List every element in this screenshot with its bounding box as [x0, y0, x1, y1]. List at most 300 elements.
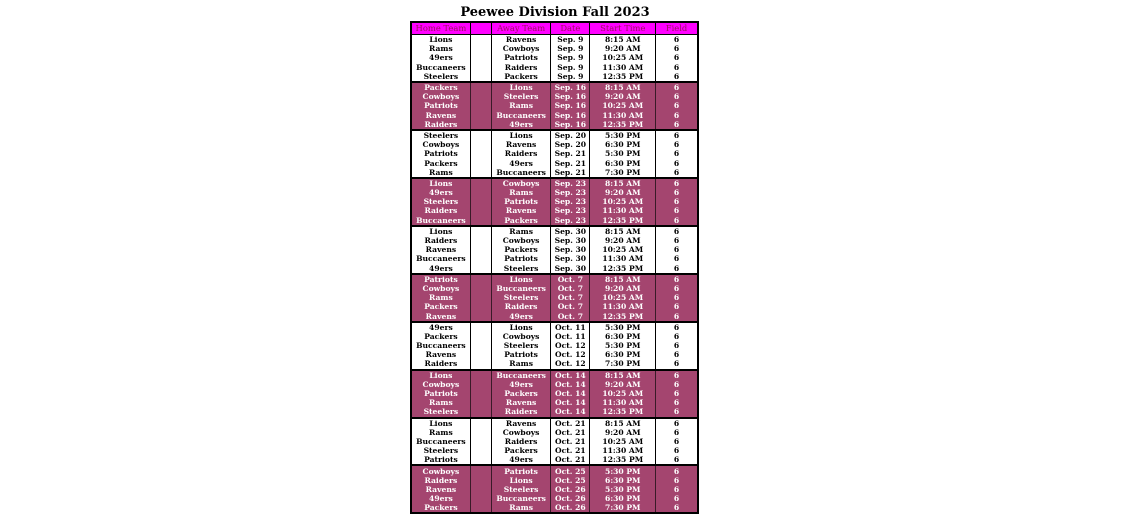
table-row — [411, 178, 698, 188]
home-team-cell: Steelers — [411, 130, 470, 140]
field-cell: 6 — [656, 398, 698, 407]
start-time-cell: 7:30 PM — [590, 359, 656, 369]
table-row — [411, 389, 698, 398]
table-row — [411, 197, 698, 206]
spacer-cell — [470, 254, 491, 263]
start-time-cell: 5:30 PM — [590, 465, 656, 475]
home-team-cell: Cowboys — [411, 284, 470, 293]
away-team-cell: Patriots — [491, 254, 550, 263]
table-row — [411, 254, 698, 263]
header-away-team: Away Team — [491, 22, 550, 35]
away-team-cell: Cowboys — [491, 236, 550, 245]
start-time-cell: 10:25 AM — [590, 53, 656, 62]
home-team-cell: Patriots — [411, 455, 470, 465]
spacer-cell — [470, 245, 491, 254]
table-row — [411, 44, 698, 53]
away-team-cell: Ravens — [491, 206, 550, 215]
start-time-cell: 10:25 AM — [590, 293, 656, 302]
header-field: Field — [656, 22, 698, 35]
spacer-cell — [470, 418, 491, 428]
field-cell: 6 — [656, 197, 698, 206]
table-row — [411, 485, 698, 494]
spacer-cell — [470, 359, 491, 369]
table-row — [411, 503, 698, 513]
field-cell: 6 — [656, 72, 698, 82]
date-cell: Sep. 9 — [551, 53, 590, 62]
start-time-cell: 12:35 PM — [590, 455, 656, 465]
field-cell: 6 — [656, 437, 698, 446]
start-time-cell: 12:35 PM — [590, 120, 656, 130]
away-team-cell: Patriots — [491, 350, 550, 359]
table-row — [411, 274, 698, 284]
spacer-cell — [470, 322, 491, 332]
spacer-cell — [470, 293, 491, 302]
away-team-cell: Cowboys — [491, 44, 550, 53]
away-team-cell: Rams — [491, 359, 550, 369]
spacer-cell — [470, 485, 491, 494]
spacer-cell — [470, 130, 491, 140]
date-cell: Sep. 21 — [551, 168, 590, 178]
spacer-cell — [470, 72, 491, 82]
date-cell: Sep. 30 — [551, 245, 590, 254]
date-cell: Sep. 30 — [551, 236, 590, 245]
date-cell: Oct. 14 — [551, 370, 590, 380]
date-cell: Sep. 9 — [551, 63, 590, 72]
home-team-cell: Packers — [411, 503, 470, 513]
home-team-cell: 49ers — [411, 264, 470, 274]
away-team-cell: Raiders — [491, 407, 550, 417]
away-team-cell: Lions — [491, 274, 550, 284]
date-cell: Oct. 12 — [551, 359, 590, 369]
date-cell: Sep. 30 — [551, 254, 590, 263]
date-cell: Sep. 21 — [551, 158, 590, 167]
start-time-cell: 11:30 AM — [590, 398, 656, 407]
table-row — [411, 72, 698, 82]
home-team-cell: Rams — [411, 428, 470, 437]
spacer-cell — [470, 206, 491, 215]
start-time-cell: 8:15 AM — [590, 370, 656, 380]
spacer-cell — [470, 476, 491, 485]
away-team-cell: 49ers — [491, 120, 550, 130]
start-time-cell: 8:15 AM — [590, 418, 656, 428]
table-row — [411, 158, 698, 167]
away-team-cell: Raiders — [491, 149, 550, 158]
home-team-cell: Patriots — [411, 101, 470, 110]
away-team-cell: Buccaneers — [491, 168, 550, 178]
field-cell: 6 — [656, 264, 698, 274]
field-cell: 6 — [656, 311, 698, 321]
start-time-cell: 12:35 PM — [590, 264, 656, 274]
date-cell: Sep. 20 — [551, 130, 590, 140]
away-team-cell: Lions — [491, 130, 550, 140]
spacer-cell — [470, 380, 491, 389]
spacer-cell — [470, 446, 491, 455]
schedule-table — [410, 21, 699, 514]
table-row — [411, 418, 698, 428]
spacer-cell — [470, 53, 491, 62]
spacer-cell — [470, 341, 491, 350]
start-time-cell: 11:30 AM — [590, 302, 656, 311]
home-team-cell: Ravens — [411, 350, 470, 359]
away-team-cell: Lions — [491, 322, 550, 332]
table-row — [411, 465, 698, 475]
field-cell: 6 — [656, 216, 698, 226]
spacer-cell — [470, 101, 491, 110]
table-row — [411, 455, 698, 465]
spacer-cell — [470, 92, 491, 101]
table-row — [411, 293, 698, 302]
home-team-cell: Patriots — [411, 274, 470, 284]
home-team-cell: Rams — [411, 398, 470, 407]
spacer-cell — [470, 311, 491, 321]
field-cell: 6 — [656, 332, 698, 341]
spacer-cell — [470, 226, 491, 236]
away-team-cell: Packers — [491, 216, 550, 226]
date-cell: Sep. 16 — [551, 82, 590, 92]
field-cell: 6 — [656, 149, 698, 158]
spacer-cell — [470, 63, 491, 72]
field-cell: 6 — [656, 82, 698, 92]
date-cell: Oct. 7 — [551, 302, 590, 311]
field-cell: 6 — [656, 254, 698, 263]
spacer-cell — [470, 503, 491, 513]
date-cell: Oct. 21 — [551, 437, 590, 446]
date-cell: Sep. 9 — [551, 35, 590, 45]
table-row — [411, 53, 698, 62]
start-time-cell: 11:30 AM — [590, 206, 656, 215]
table-row — [411, 130, 698, 140]
away-team-cell: 49ers — [491, 455, 550, 465]
table-row — [411, 359, 698, 369]
away-team-cell: Lions — [491, 476, 550, 485]
table-row — [411, 216, 698, 226]
date-cell: Sep. 16 — [551, 101, 590, 110]
spacer-cell — [470, 178, 491, 188]
away-team-cell: Raiders — [491, 302, 550, 311]
field-cell: 6 — [656, 130, 698, 140]
away-team-cell: Steelers — [491, 264, 550, 274]
field-cell: 6 — [656, 407, 698, 417]
date-cell: Oct. 21 — [551, 428, 590, 437]
field-cell: 6 — [656, 446, 698, 455]
away-team-cell: Cowboys — [491, 332, 550, 341]
start-time-cell: 6:30 PM — [590, 332, 656, 341]
field-cell: 6 — [656, 322, 698, 332]
field-cell: 6 — [656, 206, 698, 215]
away-team-cell: Buccaneers — [491, 370, 550, 380]
away-team-cell: Ravens — [491, 35, 550, 45]
home-team-cell: 49ers — [411, 188, 470, 197]
table-row — [411, 380, 698, 389]
home-team-cell: 49ers — [411, 322, 470, 332]
spacer-cell — [470, 82, 491, 92]
start-time-cell: 6:30 PM — [590, 158, 656, 167]
home-team-cell: 49ers — [411, 53, 470, 62]
home-team-cell: Ravens — [411, 311, 470, 321]
away-team-cell: Packers — [491, 446, 550, 455]
home-team-cell: Raiders — [411, 476, 470, 485]
home-team-cell: Buccaneers — [411, 254, 470, 263]
date-cell: Sep. 9 — [551, 72, 590, 82]
date-cell: Oct. 14 — [551, 407, 590, 417]
away-team-cell: Lions — [491, 82, 550, 92]
date-cell: Sep. 9 — [551, 44, 590, 53]
home-team-cell: Buccaneers — [411, 437, 470, 446]
away-team-cell: 49ers — [491, 158, 550, 167]
home-team-cell: Raiders — [411, 359, 470, 369]
spacer-cell — [470, 120, 491, 130]
spacer-cell — [470, 149, 491, 158]
spacer-cell — [470, 407, 491, 417]
start-time-cell: 11:30 AM — [590, 254, 656, 263]
date-cell: Oct. 7 — [551, 293, 590, 302]
date-cell: Oct. 14 — [551, 380, 590, 389]
away-team-cell: Patriots — [491, 53, 550, 62]
home-team-cell: Ravens — [411, 485, 470, 494]
table-row — [411, 350, 698, 359]
start-time-cell: 11:30 AM — [590, 446, 656, 455]
field-cell: 6 — [656, 236, 698, 245]
start-time-cell: 10:25 AM — [590, 197, 656, 206]
home-team-cell: 49ers — [411, 494, 470, 503]
start-time-cell: 9:20 AM — [590, 380, 656, 389]
start-time-cell: 6:30 PM — [590, 140, 656, 149]
away-team-cell: 49ers — [491, 380, 550, 389]
field-cell: 6 — [656, 370, 698, 380]
table-row — [411, 120, 698, 130]
spacer-cell — [470, 216, 491, 226]
start-time-cell: 8:15 AM — [590, 178, 656, 188]
home-team-cell: Steelers — [411, 446, 470, 455]
field-cell: 6 — [656, 120, 698, 130]
start-time-cell: 11:30 AM — [590, 111, 656, 120]
date-cell: Sep. 23 — [551, 197, 590, 206]
start-time-cell: 12:35 PM — [590, 216, 656, 226]
table-row — [411, 92, 698, 101]
spacer-cell — [470, 437, 491, 446]
field-cell: 6 — [656, 226, 698, 236]
date-cell: Oct. 12 — [551, 341, 590, 350]
field-cell: 6 — [656, 245, 698, 254]
date-cell: Sep. 30 — [551, 264, 590, 274]
away-team-cell: Steelers — [491, 485, 550, 494]
table-row — [411, 236, 698, 245]
away-team-cell: Buccaneers — [491, 494, 550, 503]
home-team-cell: Lions — [411, 178, 470, 188]
start-time-cell: 9:20 AM — [590, 44, 656, 53]
home-team-cell: Lions — [411, 226, 470, 236]
spacer-cell — [470, 168, 491, 178]
away-team-cell: Raiders — [491, 437, 550, 446]
date-cell: Sep. 23 — [551, 216, 590, 226]
field-cell: 6 — [656, 188, 698, 197]
date-cell: Oct. 7 — [551, 274, 590, 284]
away-team-cell: Steelers — [491, 92, 550, 101]
away-team-cell: Ravens — [491, 398, 550, 407]
start-time-cell: 9:20 AM — [590, 92, 656, 101]
away-team-cell: Buccaneers — [491, 284, 550, 293]
table-row — [411, 82, 698, 92]
table-row — [411, 188, 698, 197]
table-row — [411, 264, 698, 274]
away-team-cell: 49ers — [491, 311, 550, 321]
start-time-cell: 6:30 PM — [590, 494, 656, 503]
spacer-cell — [470, 494, 491, 503]
start-time-cell: 5:30 PM — [590, 322, 656, 332]
start-time-cell: 12:35 PM — [590, 311, 656, 321]
spacer-cell — [470, 370, 491, 380]
start-time-cell: 6:30 PM — [590, 350, 656, 359]
date-cell: Oct. 26 — [551, 485, 590, 494]
header-spacer — [470, 22, 491, 35]
away-team-cell: Packers — [491, 245, 550, 254]
field-cell: 6 — [656, 111, 698, 120]
home-team-cell: Lions — [411, 35, 470, 45]
spacer-cell — [470, 428, 491, 437]
start-time-cell: 10:25 AM — [590, 389, 656, 398]
home-team-cell: Lions — [411, 418, 470, 428]
spacer-cell — [470, 389, 491, 398]
start-time-cell: 10:25 AM — [590, 245, 656, 254]
field-cell: 6 — [656, 455, 698, 465]
date-cell: Oct. 21 — [551, 455, 590, 465]
home-team-cell: Packers — [411, 82, 470, 92]
header-row — [411, 22, 698, 35]
home-team-cell: Patriots — [411, 149, 470, 158]
field-cell: 6 — [656, 380, 698, 389]
start-time-cell: 12:35 PM — [590, 407, 656, 417]
start-time-cell: 5:30 PM — [590, 149, 656, 158]
table-row — [411, 284, 698, 293]
date-cell: Oct. 12 — [551, 350, 590, 359]
table-row — [411, 437, 698, 446]
away-team-cell: Packers — [491, 389, 550, 398]
table-row — [411, 446, 698, 455]
date-cell: Sep. 23 — [551, 206, 590, 215]
away-team-cell: Patriots — [491, 197, 550, 206]
home-team-cell: Buccaneers — [411, 216, 470, 226]
field-cell: 6 — [656, 274, 698, 284]
home-team-cell: Buccaneers — [411, 341, 470, 350]
spacer-cell — [470, 398, 491, 407]
home-team-cell: Cowboys — [411, 92, 470, 101]
date-cell: Sep. 16 — [551, 92, 590, 101]
date-cell: Oct. 11 — [551, 322, 590, 332]
field-cell: 6 — [656, 178, 698, 188]
spacer-cell — [470, 264, 491, 274]
spacer-cell — [470, 350, 491, 359]
spacer-cell — [470, 158, 491, 167]
home-team-cell: Lions — [411, 370, 470, 380]
date-cell: Oct. 21 — [551, 418, 590, 428]
start-time-cell: 11:30 AM — [590, 63, 656, 72]
spacer-cell — [470, 140, 491, 149]
field-cell: 6 — [656, 350, 698, 359]
start-time-cell: 8:15 AM — [590, 82, 656, 92]
date-cell: Oct. 21 — [551, 446, 590, 455]
date-cell: Oct. 14 — [551, 389, 590, 398]
start-time-cell: 9:20 AM — [590, 236, 656, 245]
table-row — [411, 35, 698, 45]
table-row — [411, 101, 698, 110]
away-team-cell: Ravens — [491, 140, 550, 149]
home-team-cell: Ravens — [411, 111, 470, 120]
field-cell: 6 — [656, 92, 698, 101]
field-cell: 6 — [656, 476, 698, 485]
start-time-cell: 9:20 AM — [590, 284, 656, 293]
table-row — [411, 476, 698, 485]
date-cell: Oct. 25 — [551, 476, 590, 485]
spacer-cell — [470, 465, 491, 475]
table-row — [411, 245, 698, 254]
field-cell: 6 — [656, 494, 698, 503]
table-row — [411, 140, 698, 149]
field-cell: 6 — [656, 389, 698, 398]
away-team-cell: Buccaneers — [491, 111, 550, 120]
table-row — [411, 311, 698, 321]
table-row — [411, 341, 698, 350]
spacer-cell — [470, 274, 491, 284]
date-cell: Oct. 26 — [551, 503, 590, 513]
spacer-cell — [470, 236, 491, 245]
home-team-cell: Ravens — [411, 245, 470, 254]
start-time-cell: 8:15 AM — [590, 35, 656, 45]
field-cell: 6 — [656, 140, 698, 149]
start-time-cell: 6:30 PM — [590, 476, 656, 485]
table-row — [411, 206, 698, 215]
table-row — [411, 370, 698, 380]
start-time-cell: 7:30 PM — [590, 503, 656, 513]
away-team-cell: Ravens — [491, 418, 550, 428]
field-cell: 6 — [656, 158, 698, 167]
field-cell: 6 — [656, 465, 698, 475]
header-start-time: Start Time — [590, 22, 656, 35]
start-time-cell: 8:15 AM — [590, 274, 656, 284]
table-row — [411, 407, 698, 417]
away-team-cell: Cowboys — [491, 428, 550, 437]
date-cell: Oct. 25 — [551, 465, 590, 475]
table-row — [411, 332, 698, 341]
home-team-cell: Raiders — [411, 206, 470, 215]
spacer-cell — [470, 111, 491, 120]
table-row — [411, 111, 698, 120]
spacer-cell — [470, 302, 491, 311]
start-time-cell: 12:35 PM — [590, 72, 656, 82]
field-cell: 6 — [656, 44, 698, 53]
home-team-cell: Steelers — [411, 407, 470, 417]
table-row — [411, 428, 698, 437]
home-team-cell: Steelers — [411, 72, 470, 82]
home-team-cell: Cowboys — [411, 140, 470, 149]
table-row — [411, 322, 698, 332]
spacer-cell — [470, 455, 491, 465]
away-team-cell: Rams — [491, 226, 550, 236]
table-row — [411, 302, 698, 311]
table-row — [411, 149, 698, 158]
field-cell: 6 — [656, 359, 698, 369]
start-time-cell: 8:15 AM — [590, 226, 656, 236]
spacer-cell — [470, 35, 491, 45]
field-cell: 6 — [656, 63, 698, 72]
table-row — [411, 226, 698, 236]
home-team-cell: Packers — [411, 302, 470, 311]
date-cell: Sep. 16 — [551, 111, 590, 120]
date-cell: Sep. 20 — [551, 140, 590, 149]
start-time-cell: 5:30 PM — [590, 341, 656, 350]
spacer-cell — [470, 284, 491, 293]
away-team-cell: Steelers — [491, 293, 550, 302]
away-team-cell: Packers — [491, 72, 550, 82]
